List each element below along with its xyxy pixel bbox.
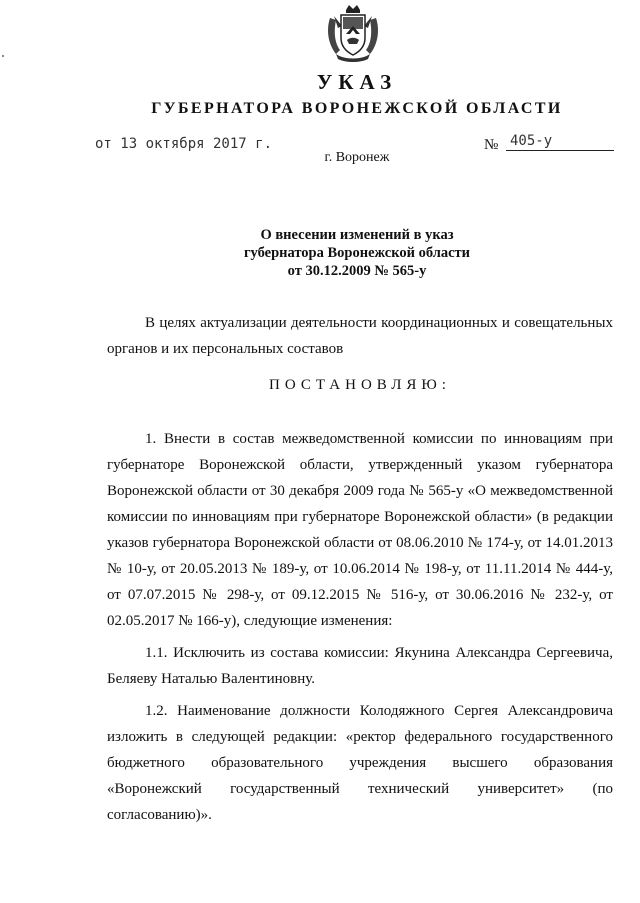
- preamble-paragraph: В целях актуализации деятельности координационных и совещательных органов и их персональных составов: [107, 315, 613, 357]
- heading-line-2: губернатора Воронежской области: [243, 245, 471, 261]
- document-body: [107, 310, 613, 828]
- document-subtitle: ГУБЕРНАТОРА ВОРОНЕЖСКОЙ ОБЛАСТИ: [151, 100, 563, 117]
- document-number-label: №: [484, 137, 499, 153]
- document-number: 405-у: [506, 134, 614, 151]
- scan-artifact: [2, 55, 4, 57]
- paragraph-1-1: 1.1. Исключить из состава комиссии: Якунина Александра Сергеевича, Беляеву Наталью Валентиновну.: [107, 645, 613, 687]
- document-date: от 13 октября 2017 г.: [95, 136, 273, 152]
- document-city: г. Воронеж: [324, 150, 390, 165]
- heading-line-3: от 30.12.2009 № 565-у: [287, 263, 427, 279]
- paragraph-1-2: 1.2. Наименование должности Колодяжного Сергея Александровича изложить в следующей редакции: «ректор федерального государственного бюджетного образовательного учреждения высшего образования «Воронежский государственный технический университет» (по согласованию)».: [107, 703, 613, 823]
- document-title: УКАЗ: [316, 70, 398, 94]
- coat-of-arms-emblem: [322, 4, 384, 64]
- heading-line-1: О внесении изменений в указ: [260, 227, 454, 243]
- coat-of-arms-icon: [322, 4, 384, 64]
- decree-word: ПОСТАНОВЛЯЮ:: [269, 377, 451, 393]
- document-heading: [0, 226, 640, 280]
- paragraph-1: 1. Внести в состав межведомственной комиссии по инновациям при губернаторе Воронежской области, утвержденный указом губернатора Воронежской области от 30 декабря 2009 года № 565-у «О межведомственной комиссии по инновациям при губернаторе Воронежской области» (в редакции указов губернатора Воронежской области от 08.06.2010 № 174-у, от 14.01.2013 № 10-у, от 20.05.2013 № 189-у, от 10.06.2014 № 198-у, от 11.11.2014 № 444-у, от 07.07.2015 № 298-у, от 09.12.2015 № 516-у, от 30.06.2016 № 232-у, от 02.05.2017 № 166-у), следующие изменения:: [107, 431, 613, 629]
